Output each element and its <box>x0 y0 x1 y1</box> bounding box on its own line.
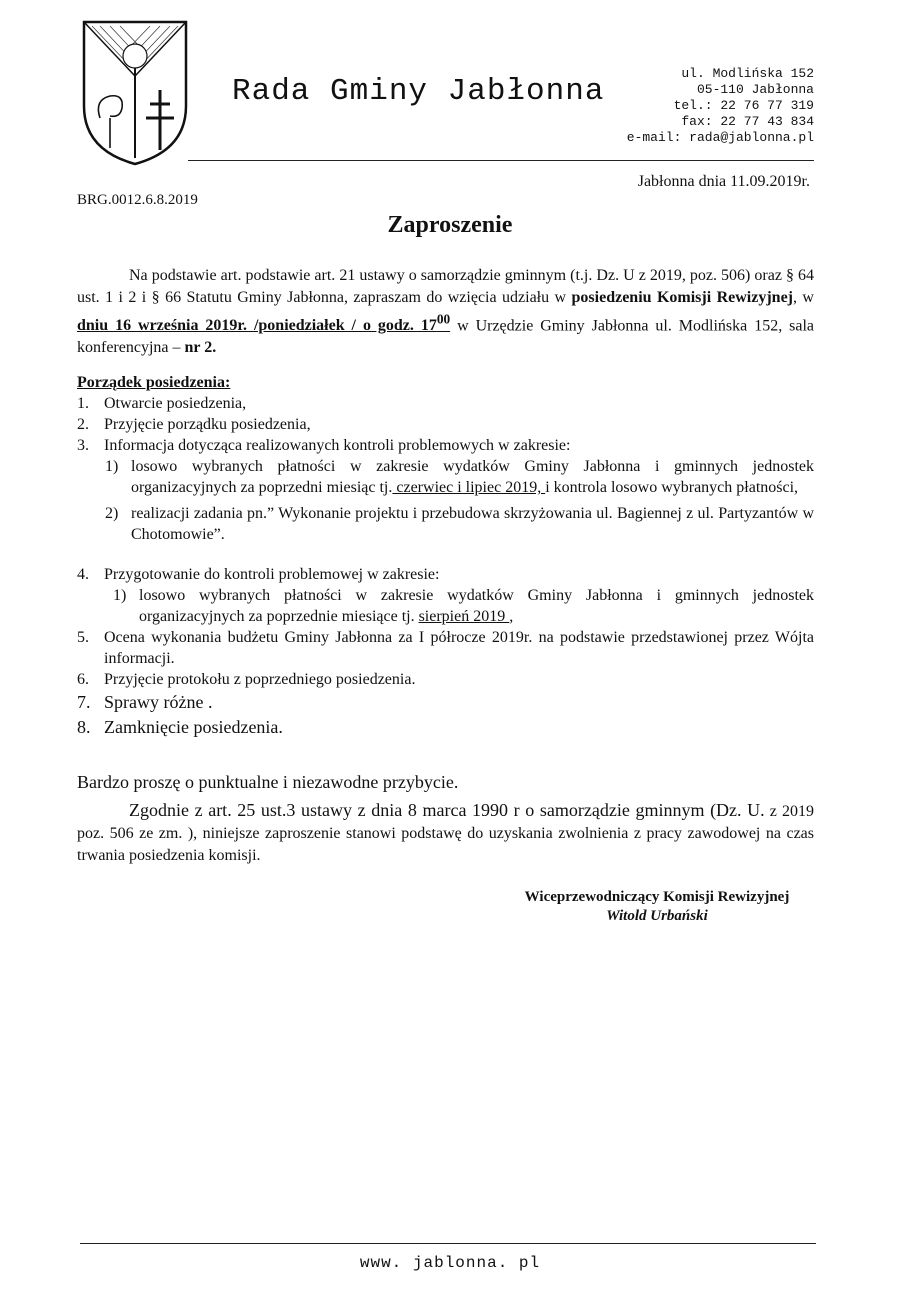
subitem-text-a: losowo wybranych płatności w zakresie wydatków Gminy Jabłonna i gminnych jednostek organizacyjnych za poprzedni miesiąc tj. <box>131 458 814 496</box>
reference-number: BRG.0012.6.8.2019 <box>77 192 198 208</box>
subitem-text-b: , <box>509 608 514 625</box>
signature-block <box>500 888 814 926</box>
item-text: Przyjęcie protokołu z poprzedniego posiedzenia. <box>104 671 416 688</box>
item-number: 5. <box>77 629 89 646</box>
agenda-heading: Porządek posiedzenia: <box>77 374 231 391</box>
legal-note-rest: z 2019 poz. 506 ze zm. ), niniejsze zaproszenie stanowi podstawę do uzyskania zwolnienia z pracy zawodowej na czas trwania posiedzenia komisji. <box>77 803 815 864</box>
website-link[interactable]: www. jablonna. pl <box>359 1254 541 1272</box>
subitem-text-b: i kontrola losowo wybranych płatności, <box>545 479 799 496</box>
subitem-number: 2) <box>105 505 119 522</box>
agenda-item <box>77 690 814 715</box>
footer-divider <box>80 1243 816 1244</box>
intro-text: , w <box>793 289 814 306</box>
legal-note <box>77 799 814 867</box>
item-number: 3. <box>77 437 89 454</box>
address-city: 05-110 Jabłonna <box>696 82 814 97</box>
item-number: 7. <box>77 692 91 712</box>
intro-text: w Urzędzie Gminy Jabłonna ul. Modlińska 152, sala konferencyjna – <box>77 317 814 357</box>
subitem-number: 1) <box>105 458 119 475</box>
item-number: 2. <box>77 416 89 433</box>
item-number: 6. <box>77 671 89 688</box>
subitem-period: czerwiec i lipiec 2019, <box>392 479 546 496</box>
item-number: 1. <box>77 395 89 412</box>
agenda-item <box>77 435 814 456</box>
item-text: Informacja dotycząca realizowanych kontroli problemowych w zakresie: <box>104 437 571 454</box>
agenda-subitem <box>113 585 814 627</box>
coat-of-arms-logo <box>80 18 190 168</box>
contact-block <box>627 66 814 146</box>
item-text: Sprawy różne . <box>104 692 213 712</box>
organization-name: Rada Gminy Jabłonna <box>232 74 605 109</box>
signatory-name: Witold Urbański <box>606 908 708 924</box>
agenda-item <box>77 627 814 669</box>
agenda-subitem <box>105 503 814 545</box>
item-number: 4. <box>77 566 89 583</box>
agenda-subitem <box>105 456 814 498</box>
item-number: 8. <box>77 717 91 737</box>
agenda-item <box>77 564 814 585</box>
agenda <box>77 372 814 740</box>
room-number: nr 2. <box>184 339 217 357</box>
subitem-number: 1) <box>113 587 127 604</box>
intro-paragraph <box>77 265 814 359</box>
phone-number: tel.: 22 76 77 319 <box>673 98 814 113</box>
attendance-request: Bardzo proszę o punktualne i niezawodne przybycie. <box>77 772 459 792</box>
subitem-text <box>131 456 814 498</box>
email-address: e-mail: rada@jablonna.pl <box>626 130 814 145</box>
item-text: Przygotowanie do kontroli problemowej w zakresie: <box>104 566 440 583</box>
meeting-date-time <box>77 312 451 335</box>
item-text: Ocena wykonania budżetu Gminy Jabłonna za I półrocze 2019r. na podstawie przedstawionej przez Wójta informacji. <box>104 629 814 667</box>
document-title: Zaproszenie <box>387 212 513 238</box>
signatory-position: Wiceprzewodniczący Komisji Rewizyjnej <box>524 889 790 905</box>
subitem-period: sierpień 2019 <box>418 608 510 625</box>
subitem-text-a: losowo wybranych płatności w zakresie wydatków Gminy Jabłonna i gminnych jednostek organizacyjnych za poprzednie miesiące tj. <box>139 587 814 625</box>
legal-note-lead: Zgodnie z art. 25 ust.3 ustawy z dnia 8 marca 1990 r o samorządzie gminnym (Dz. U. <box>129 800 765 820</box>
committee-name: posiedzeniu Komisji Rewizyjnej <box>571 289 794 306</box>
subitem-text: realizacji zadania pn.” Wykonanie projektu i przebudowa skrzyżowania ul. Bagiennej z ul. Partyzantów w Chotomowie”. <box>131 505 814 543</box>
meeting-time-minutes: 00 <box>436 312 451 327</box>
agenda-item <box>77 393 814 414</box>
agenda-item <box>77 715 814 740</box>
address-street: ul. Modlińska 152 <box>681 66 814 81</box>
agenda-item <box>77 669 814 690</box>
fax-number: fax: 22 77 43 834 <box>681 114 814 129</box>
agenda-item <box>77 414 814 435</box>
intro-text: Na podstawie art. podstawie art. 21 ustawy o samorządzie gminnym (t.j. Dz. U z 2019, poz. 506) oraz § 64 ust. 1 i 2 i § 66 Statutu Gminy Jabłonna, zapraszam do wzięcia udziału w <box>77 267 814 306</box>
subitem-text <box>139 585 814 627</box>
item-text: Przyjęcie porządku posiedzenia, <box>104 416 311 433</box>
item-text: Otwarcie posiedzenia, <box>104 395 247 412</box>
closing-section <box>77 770 814 867</box>
place-and-date: Jabłonna dnia 11.09.2019r. <box>637 173 810 190</box>
item-text: Zamknięcie posiedzenia. <box>104 717 283 737</box>
header-divider <box>188 160 814 161</box>
meeting-date: dniu 16 września 2019r. /poniedziałek / o godz. 17 <box>77 317 437 335</box>
